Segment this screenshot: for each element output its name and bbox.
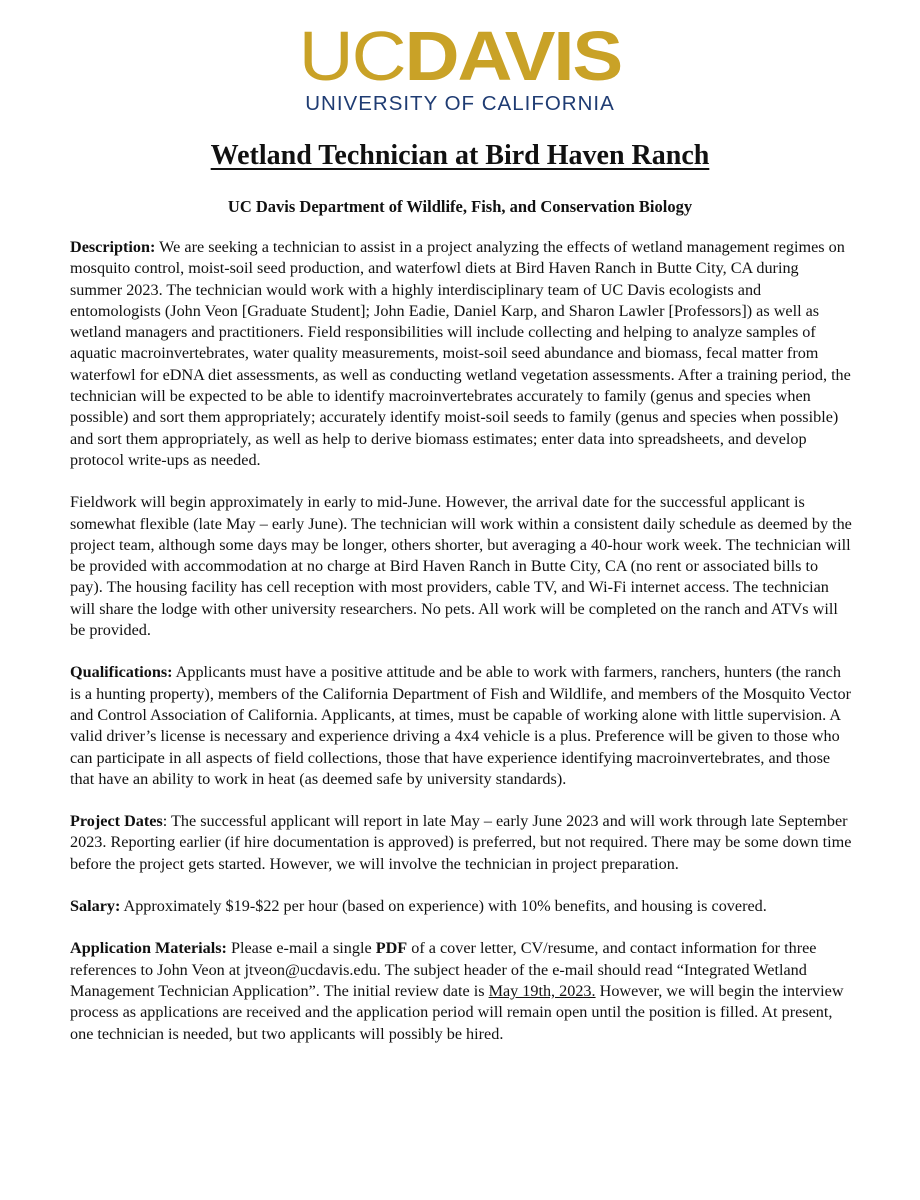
logo-uc: UC <box>298 17 405 96</box>
department-heading: UC Davis Department of Wildlife, Fish, and Conservation Biology <box>227 197 693 216</box>
salary-paragraph <box>70 896 852 917</box>
qualifications-paragraph <box>70 662 852 790</box>
description-text: We are seeking a technician to assist in a project analyzing the effects of wetland management regimes on mosquito control, moist-soil seed production, and waterfowl diets at Bird Haven Ranch in Butte City, CA during summer 2023. The technician would work with a highly interdisciplinary team of UC Davis ecologists and entomologists (John Veon [Graduate Student]; John Eadie, Daniel Karp, and Sharon Lawler [Professors]) as well as wetland managers and practitioners. Field responsibilities will include collecting and helping to analyze samples of aquatic macroinvertebrates, water quality measurements, moist-soil seed abundance and biomass, fecal matter from waterfowl for eDNA diet assessments, as well as conducting wetland vegetation assessments. After a training period, the technician will be expected to be able to identify macroinvertebrates accurately to family (genus and species when possible) and sort them appropriately; accurately identify moist-soil seeds to family (genus and species when possible) and sort them appropriately, as well as help to derive biomass estimates; enter data into spreadsheets, and develop protocol write-ups as needed. <box>70 238 851 469</box>
project-dates-label: Project Dates <box>70 812 163 831</box>
description-paragraph <box>70 237 852 471</box>
page-title: Wetland Technician at Bird Haven Ranch <box>210 140 710 171</box>
review-date: May 19th, 2023. <box>488 981 596 1000</box>
salary-label: Salary: <box>70 897 121 916</box>
logo-davis: DAVIS <box>404 17 622 96</box>
qualifications-text: Applicants must have a positive attitude and be able to work with farmers, ranchers, hunters (the ranch is a hunting property), members of the California Department of Fish and Wildlife, and members of the Mosquito Vector and Control Association of California. Applicants, at times, must be capable of working alone with little supervision. A valid driver’s license is necessary and experience driving a 4x4 vehicle is a plus. Preference will be given to those who can participate in all aspects of field collections, those that have experience identifying macroinvertebrates, and those that have an ability to work in heat (as deemed safe by university standards). <box>70 663 851 788</box>
application-text-c: However, we will begin the interview process as applications are received and the application period will remain open until the position is filled. At present, one technician is needed, but two applicants will possibly be hired. <box>70 981 844 1043</box>
application-text-a: Please e-mail a single <box>226 939 376 958</box>
uc-davis-logo <box>0 17 920 116</box>
logo-subtitle: UNIVERSITY OF CALIFORNIA <box>305 92 615 115</box>
application-label: Application Materials: <box>70 939 227 958</box>
qualifications-label: Qualifications: <box>70 663 173 682</box>
project-dates-paragraph <box>70 811 852 875</box>
document-body <box>70 237 852 1066</box>
description-label: Description: <box>70 238 156 256</box>
salary-text: Approximately $19-$22 per hour (based on experience) with 10% benefits, and housing is covered. <box>120 897 767 916</box>
pdf-emphasis: PDF <box>375 939 408 958</box>
project-dates-text: : The successful applicant will report in late May – early June 2023 and will work through late September 2023. Reporting earlier (if hire documentation is approved) is preferred, but not required. There may be some down time before the project gets started. However, we will involve the technician in project preparation. <box>70 812 852 873</box>
application-text-b: of a cover letter, CV/resume, and contact information for three references to John Veon at jtveon@ucdavis.edu. The subject header of the e-mail should read “Integrated Wetland Management Technician Application”. The initial review date is <box>70 939 817 1000</box>
application-paragraph <box>70 938 852 1044</box>
logo-wordmark <box>298 17 622 96</box>
fieldwork-paragraph: Fieldwork will begin approximately in early to mid-June. However, the arrival date for the successful applicant is somewhat flexible (late May – early June). The technician will work within a consistent daily schedule as deemed by the project team, although some days may be longer, others shorter, but averaging a 40-hour work week. The technician will be provided with accommodation at no charge at Bird Haven Ranch in Butte City, CA (no rent or associated bills to pay). The housing facility has cell reception with most providers, cable TV, and Wi-Fi internet access. The technician will share the lodge with other university researchers. No pets. All work will be completed on the ranch and ATVs will be provided. <box>70 493 852 640</box>
